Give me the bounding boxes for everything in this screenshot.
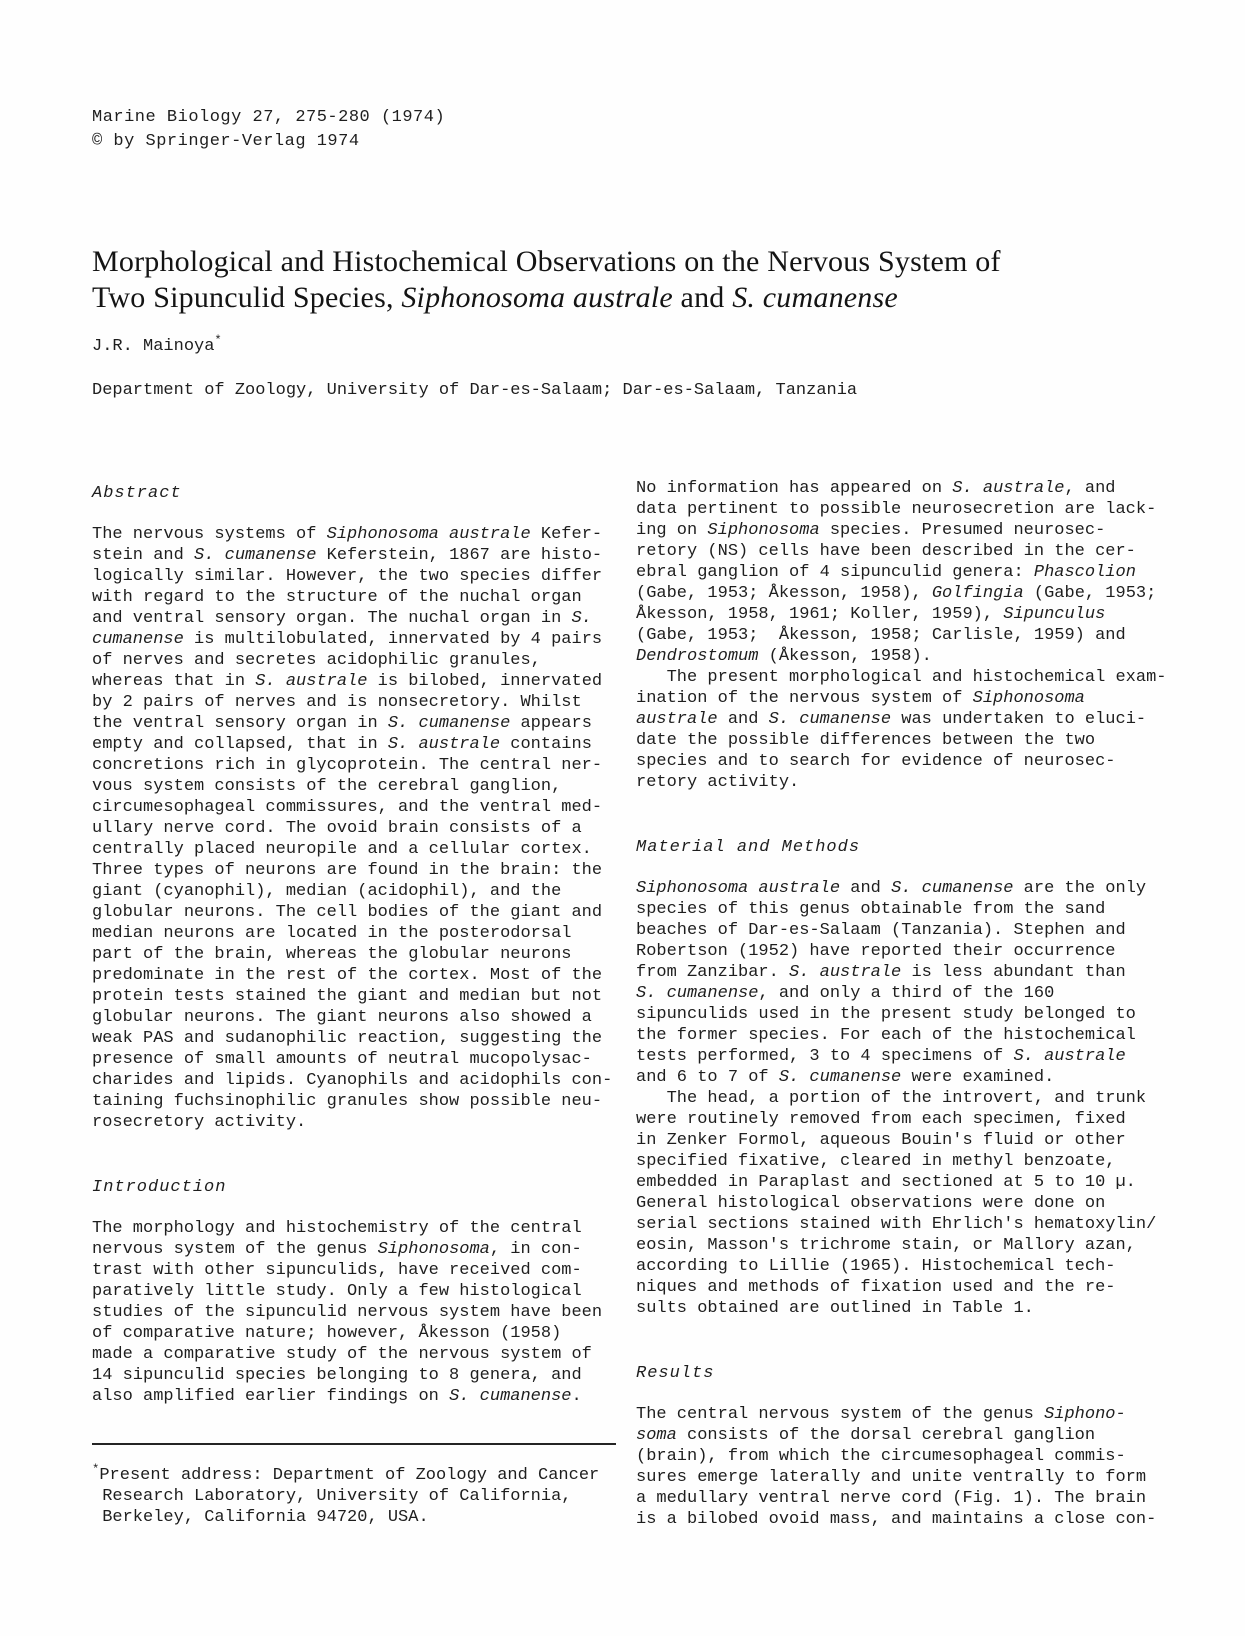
text-line: Three types of neurons are found in the brain: the <box>92 861 603 880</box>
text-line: taining fuchsinophilic granules show possible neu- <box>92 1092 603 1111</box>
text-line: species of this genus obtainable from the sand <box>636 900 1106 919</box>
copyright-line: © by Springer-Verlag 1974 <box>92 132 360 151</box>
text-line: logically similar. However, the two species differ <box>92 567 603 586</box>
text-line: median neurons are located in the posterodorsal <box>92 924 572 943</box>
text-line: rosecretory activity. <box>92 1113 307 1132</box>
footnote-divider <box>92 1443 616 1445</box>
text-line: ing on Siphonosoma species. Presumed neurosec- <box>636 521 1106 540</box>
text-line: Åkesson, 1958, 1961; Koller, 1959), Sipunculus <box>636 605 1106 624</box>
author-line: J.R. Mainoya* <box>92 333 222 356</box>
text-line: empty and collapsed, that in S. australe contains <box>92 735 592 754</box>
text-line: The morphology and histochemistry of the central <box>92 1219 582 1238</box>
text-line: species and to search for evidence of neurosec- <box>636 752 1116 771</box>
text-line: of nerves and secretes acidophilic granules, <box>92 651 541 670</box>
text-line: predominate in the rest of the cortex. Most of the <box>92 966 603 985</box>
text-line: paratively little study. Only a few histological <box>92 1282 582 1301</box>
text-line: (Gabe, 1953; Åkesson, 1958), Golfingia (Gabe, 1953; <box>636 584 1157 603</box>
title-line: Morphological and Histochemical Observations on the Nervous System of <box>92 245 1001 278</box>
text-line: tests performed, 3 to 4 specimens of S. australe <box>636 1047 1126 1066</box>
text-line: by 2 pairs of nerves and is nonsecretory. Whilst <box>92 693 582 712</box>
text-line: Dendrostomum (Åkesson, 1958). <box>636 647 932 666</box>
text-line: specified fixative, cleared in methyl benzoate, <box>636 1152 1116 1171</box>
text-line: and 6 to 7 of S. cumanense were examined. <box>636 1068 1055 1087</box>
text-line: General histological observations were done on <box>636 1194 1106 1213</box>
text-line: The head, a portion of the introvert, and trunk <box>636 1089 1147 1108</box>
section-heading: Abstract <box>92 484 182 503</box>
text-line: giant (cyanophil), median (acidophil), and the <box>92 882 562 901</box>
section-heading: Material and Methods <box>636 838 861 857</box>
affiliation-line: Department of Zoology, University of Dar-es-Salaam; Dar-es-Salaam, Tanzania <box>92 381 858 400</box>
text-line: australe and S. cumanense was undertaken to eluci- <box>636 710 1147 729</box>
text-line: studies of the sipunculid nervous system have been <box>92 1303 603 1322</box>
left-column <box>92 478 616 1528</box>
text-line: circumesophageal commissures, and the ventral med- <box>92 798 603 817</box>
text-line: the former species. For each of the histochemical <box>636 1026 1136 1045</box>
text-line: also amplified earlier findings on S. cumanense. <box>92 1387 582 1406</box>
text-line: vous system consists of the cerebral ganglion, <box>92 777 562 796</box>
text-line: sults obtained are outlined in Table 1. <box>636 1299 1034 1318</box>
text-line: with regard to the structure of the nuchal organ <box>92 588 582 607</box>
right-column <box>636 478 1170 1530</box>
text-line: *Present address: Department of Zoology and Cancer <box>92 1462 600 1485</box>
text-line: charides and lipids. Cyanophils and acidophils con- <box>92 1071 613 1090</box>
text-line: and ventral sensory organ. The nuchal organ in S. <box>92 609 592 628</box>
text-line: The central nervous system of the genus Siphono- <box>636 1405 1126 1424</box>
text-line: sures emerge laterally and unite ventrally to form <box>636 1468 1147 1487</box>
text-line: Robertson (1952) have reported their occurrence <box>636 942 1116 961</box>
text-line: sipunculids used in the present study belonged to <box>636 1005 1136 1024</box>
text-line: (brain), from which the circumesophageal commis- <box>636 1447 1126 1466</box>
text-line: ebral ganglion of 4 sipunculid genera: Phascolion <box>636 563 1136 582</box>
text-line: ination of the nervous system of Siphonosoma <box>636 689 1085 708</box>
text-line: made a comparative study of the nervous system of <box>92 1345 592 1364</box>
paragraph <box>92 1218 616 1407</box>
text-line: trast with other sipunculids, have received com- <box>92 1261 582 1280</box>
text-line: weak PAS and sudanophilic reaction, suggesting the <box>92 1029 603 1048</box>
text-line: Berkeley, California 94720, USA. <box>92 1508 429 1527</box>
text-line: nervous system of the genus Siphonosoma, in con- <box>92 1240 582 1259</box>
paragraph <box>636 878 1170 1319</box>
paragraph <box>636 1404 1170 1530</box>
text-line: soma consists of the dorsal cerebral ganglion <box>636 1426 1096 1445</box>
text-line: is a bilobed ovoid mass, and maintains a close con- <box>636 1510 1157 1529</box>
text-line: globular neurons. The cell bodies of the giant and <box>92 903 603 922</box>
text-line: protein tests stained the giant and median but not <box>92 987 603 1006</box>
text-line: eosin, Masson's trichrome stain, or Mallory azan, <box>636 1236 1136 1255</box>
text-line: in Zenker Formol, aqueous Bouin's fluid or other <box>636 1131 1126 1150</box>
text-line: 14 sipunculid species belonging to 8 genera, and <box>92 1366 582 1385</box>
text-line: the ventral sensory organ in S. cumanense appears <box>92 714 592 733</box>
text-line: part of the brain, whereas the globular neurons <box>92 945 572 964</box>
text-line: data pertinent to possible neurosecretion are lack- <box>636 500 1157 519</box>
text-line: from Zanzibar. S. australe is less abundant than <box>636 963 1126 982</box>
paragraph <box>636 478 1170 793</box>
text-line: Siphonosoma australe and S. cumanense are the only <box>636 879 1147 898</box>
title-line: Two Sipunculid Species, Siphonosoma australe and S. cumanense <box>92 281 898 314</box>
text-line: concretions rich in glycoprotein. The central ner- <box>92 756 603 775</box>
text-line: centrally placed neuropile and a cellular cortex. <box>92 840 592 859</box>
text-line: whereas that in S. australe is bilobed, innervated <box>92 672 603 691</box>
text-line: globular neurons. The giant neurons also showed a <box>92 1008 592 1027</box>
text-line: (Gabe, 1953; Åkesson, 1958; Carlisle, 1959) and <box>636 626 1126 645</box>
text-line: cumanense is multilobulated, innervated by 4 pairs <box>92 630 603 649</box>
text-line: The nervous systems of Siphonosoma australe Kefer- <box>92 525 603 544</box>
article-title <box>92 244 1001 316</box>
footnote <box>92 1462 616 1528</box>
text-line: ullary nerve cord. The ovoid brain consists of a <box>92 819 582 838</box>
text-line: The present morphological and histochemical exam- <box>636 668 1167 687</box>
journal-citation-line: Marine Biology 27, 275-280 (1974) <box>92 108 446 127</box>
text-line: Research Laboratory, University of California, <box>92 1487 572 1506</box>
text-line: according to Lillie (1965). Histochemical tech- <box>636 1257 1116 1276</box>
text-line: presence of small amounts of neutral mucopolysac- <box>92 1050 592 1069</box>
text-line: stein and S. cumanense Keferstein, 1867 are histo- <box>92 546 603 565</box>
paragraph <box>92 524 616 1133</box>
text-line: date the possible differences between the two <box>636 731 1096 750</box>
text-line: a medullary ventral nerve cord (Fig. 1). The brain <box>636 1489 1147 1508</box>
text-line: beaches of Dar-es-Salaam (Tanzania). Stephen and <box>636 921 1126 940</box>
section-heading: Introduction <box>92 1178 227 1197</box>
text-line: No information has appeared on S. australe, and <box>636 479 1116 498</box>
journal-header <box>92 106 445 154</box>
text-line: were routinely removed from each specimen, fixed <box>636 1110 1126 1129</box>
text-line: serial sections stained with Ehrlich's hematoxylin/ <box>636 1215 1157 1234</box>
text-line: embedded in Paraplast and sectioned at 5 to 10 µ. <box>636 1173 1136 1192</box>
text-line: S. cumanense, and only a third of the 160 <box>636 984 1055 1003</box>
section-heading: Results <box>636 1364 715 1383</box>
text-line: retory (NS) cells have been described in the cer- <box>636 542 1136 561</box>
text-line: retory activity. <box>636 773 800 792</box>
text-line: niques and methods of fixation used and the re- <box>636 1278 1116 1297</box>
text-line: of comparative nature; however, Åkesson (1958) <box>92 1324 562 1343</box>
